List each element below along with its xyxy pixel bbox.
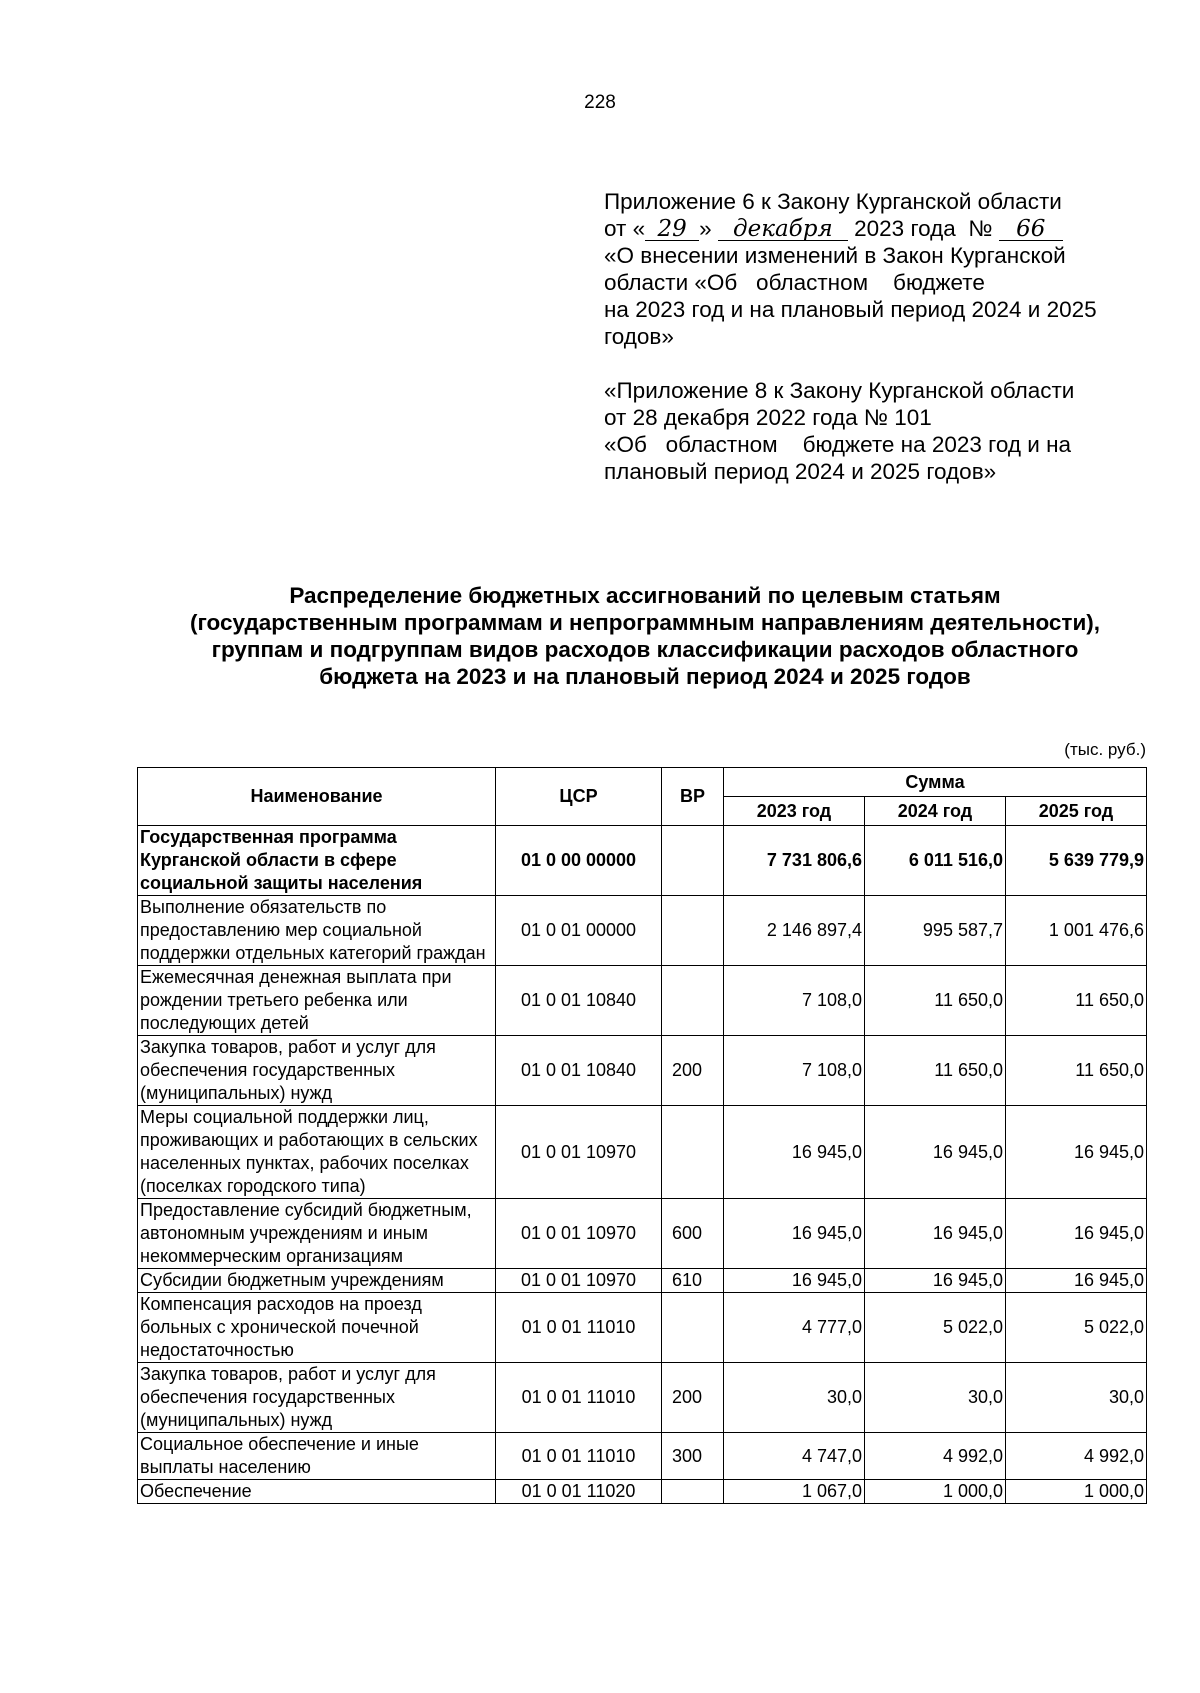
table-row (138, 1269, 1147, 1293)
row-csr: 01 0 01 11010 (496, 1363, 662, 1433)
row-csr: 01 0 01 00000 (496, 896, 662, 966)
row-2023: 16 945,0 (724, 1106, 865, 1199)
appendix-date-line (604, 215, 1164, 242)
row-name: Субсидии бюджетным учреждениям (138, 1269, 496, 1293)
row-vr (662, 826, 724, 896)
row-csr: 01 0 01 11020 (496, 1480, 662, 1504)
row-2024: 995 587,7 (865, 896, 1006, 966)
row-vr (662, 1106, 724, 1199)
table-row (138, 966, 1147, 1036)
row-2025: 11 650,0 (1006, 1036, 1147, 1106)
appendix-line-1: Приложение 6 к Закону Курганской области (604, 189, 1062, 214)
table-row (138, 1293, 1147, 1363)
row-csr: 01 0 01 10970 (496, 1106, 662, 1199)
table-row (138, 896, 1147, 966)
row-2025: 5 022,0 (1006, 1293, 1147, 1363)
row-2025: 11 650,0 (1006, 966, 1147, 1036)
row-csr: 01 0 01 10970 (496, 1269, 662, 1293)
title-line-1: Распределение бюджетных ассигнований по целевым статьям (289, 583, 1001, 608)
row-2024: 16 945,0 (865, 1269, 1006, 1293)
row-name: Выполнение обязательств по предоставлению мер социальной поддержки отдельных категорий граждан (138, 896, 496, 966)
handwritten-month: декабря (718, 218, 848, 241)
quote-close: » (699, 216, 712, 241)
from-prefix: от « (604, 216, 646, 241)
row-2025: 16 945,0 (1006, 1106, 1147, 1199)
row-vr: 300 (662, 1433, 724, 1480)
row-2025: 16 945,0 (1006, 1199, 1147, 1269)
row-2024: 30,0 (865, 1363, 1006, 1433)
row-2023: 30,0 (724, 1363, 865, 1433)
original-line-1: «Приложение 8 к Закону Курганской области (604, 378, 1075, 403)
row-name: Обеспечение (138, 1480, 496, 1504)
row-vr: 600 (662, 1199, 724, 1269)
row-csr: 01 0 00 00000 (496, 826, 662, 896)
row-2025: 1 000,0 (1006, 1480, 1147, 1504)
appendix-header (604, 188, 1164, 485)
row-vr: 610 (662, 1269, 724, 1293)
row-2023: 1 067,0 (724, 1480, 865, 1504)
appendix-original (604, 377, 1164, 485)
handwritten-day: 29 (645, 218, 699, 241)
row-2025: 16 945,0 (1006, 1269, 1147, 1293)
row-csr: 01 0 01 11010 (496, 1433, 662, 1480)
table-row (138, 1106, 1147, 1199)
row-name: Ежемесячная денежная выплата при рождении третьего ребенка или последующих детей (138, 966, 496, 1036)
header-2023: 2023 год (724, 797, 865, 826)
row-2023: 2 146 897,4 (724, 896, 865, 966)
row-csr: 01 0 01 11010 (496, 1293, 662, 1363)
row-2023: 4 747,0 (724, 1433, 865, 1480)
row-2024: 4 992,0 (865, 1433, 1006, 1480)
row-2024: 5 022,0 (865, 1293, 1006, 1363)
header-csr: ЦСР (496, 768, 662, 826)
row-name: Государственная программа Курганской области в сфере социальной защиты населения (138, 826, 496, 896)
table-row (138, 1433, 1147, 1480)
row-vr (662, 896, 724, 966)
handwritten-number: 66 (999, 218, 1063, 241)
row-vr (662, 966, 724, 1036)
appendix-line-5: на 2023 год и на плановый период 2024 и 2025 (604, 297, 1097, 322)
appendix-line-4: области «Об областном бюджете (604, 270, 985, 295)
header-vr: ВР (662, 768, 724, 826)
row-2024: 1 000,0 (865, 1480, 1006, 1504)
row-2024: 11 650,0 (865, 1036, 1006, 1106)
row-vr (662, 1480, 724, 1504)
row-name: Закупка товаров, работ и услуг для обеспечения государственных (муниципальных) нужд (138, 1363, 496, 1433)
header-2025: 2025 год (1006, 797, 1147, 826)
row-2024: 11 650,0 (865, 966, 1006, 1036)
row-2023: 16 945,0 (724, 1199, 865, 1269)
row-2023: 4 777,0 (724, 1293, 865, 1363)
appendix-line-3: «О внесении изменений в Закон Курганской (604, 243, 1066, 268)
original-line-2: от 28 декабря 2022 года № 101 (604, 405, 932, 430)
page-number: 228 (584, 92, 616, 113)
row-2023: 7 108,0 (724, 966, 865, 1036)
title-line-4: бюджета на 2023 и на плановый период 2024 и 2025 годов (319, 664, 971, 689)
row-csr: 01 0 01 10840 (496, 966, 662, 1036)
row-name: Компенсация расходов на проезд больных с хронической почечной недостаточностью (138, 1293, 496, 1363)
original-line-3: «Об областном бюджете на 2023 год и на (604, 432, 1072, 457)
row-2023: 7 731 806,6 (724, 826, 865, 896)
row-2023: 7 108,0 (724, 1036, 865, 1106)
year-text: 2023 года (854, 216, 956, 241)
header-sum: Сумма (724, 768, 1147, 797)
title-line-3: группам и подгруппам видов расходов классификации расходов областного (211, 637, 1079, 662)
row-2024: 16 945,0 (865, 1106, 1006, 1199)
budget-table (137, 767, 1147, 1504)
row-2023: 16 945,0 (724, 1269, 865, 1293)
row-2025: 4 992,0 (1006, 1433, 1147, 1480)
header-2024: 2024 год (865, 797, 1006, 826)
document-title (60, 582, 1200, 690)
original-line-4: плановый период 2024 и 2025 годов» (604, 459, 997, 484)
row-2025: 5 639 779,9 (1006, 826, 1147, 896)
row-2024: 16 945,0 (865, 1199, 1006, 1269)
row-csr: 01 0 01 10840 (496, 1036, 662, 1106)
table-row (138, 1480, 1147, 1504)
row-vr (662, 1293, 724, 1363)
table-row (138, 1199, 1147, 1269)
row-2025: 1 001 476,6 (1006, 896, 1147, 966)
header-row-1 (138, 768, 1147, 797)
row-vr: 200 (662, 1036, 724, 1106)
table-row (138, 1036, 1147, 1106)
row-name: Социальное обеспечение и иные выплаты населению (138, 1433, 496, 1480)
appendix-line-6: годов» (604, 324, 674, 349)
row-csr: 01 0 01 10970 (496, 1199, 662, 1269)
units-label: (тыс. руб.) (1064, 740, 1146, 759)
row-name: Закупка товаров, работ и услуг для обеспечения государственных (муниципальных) нужд (138, 1036, 496, 1106)
header-name: Наименование (138, 768, 496, 826)
row-2025: 30,0 (1006, 1363, 1147, 1433)
row-name: Предоставление субсидий бюджетным, автономным учреждениям и иным некоммерческим организациям (138, 1199, 496, 1269)
number-sign: № (968, 216, 993, 241)
row-name: Меры социальной поддержки лиц, проживающих и работающих в сельских населенных пунктах, рабочих поселках (поселках городского типа) (138, 1106, 496, 1199)
row-2024: 6 011 516,0 (865, 826, 1006, 896)
table-row (138, 826, 1147, 896)
title-line-2: (государственным программам и непрограммным направлениям деятельности), (189, 610, 1101, 635)
row-vr: 200 (662, 1363, 724, 1433)
table-row (138, 1363, 1147, 1433)
